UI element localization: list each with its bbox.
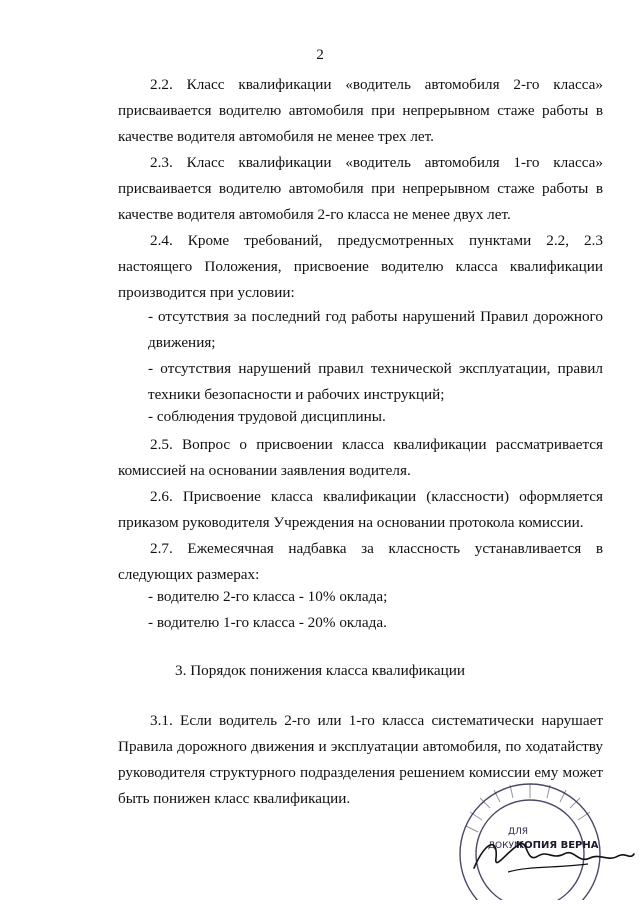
paragraph-3-1: 3.1. Если водитель 2-го или 1-го класса систематически нарушает Правила дорожного движения и эксплуатации автомобиля, по ходатайству руководителя структурного подразделения решением комиссии ему может быть понижен класс квалификации. bbox=[118, 712, 603, 807]
page-number: 2 bbox=[316, 46, 324, 63]
paragraph-2-5: 2.5. Вопрос о присвоении класса квалификации рассматривается комиссией на основании заявления водителя. bbox=[118, 436, 603, 479]
paragraph-2-7: 2.7. Ежемесячная надбавка за классность устанавливается в следующих размерах: bbox=[118, 540, 603, 583]
section-3-heading: 3. Порядок понижения класса квалификации bbox=[175, 662, 465, 679]
paragraph-2-2: 2.2. Класс квалификации «водитель автомобиля 2-го класса» присваивается водителю автомобиля при непрерывном стаже работы в качестве водителя автомобиля не менее трех лет. bbox=[118, 76, 603, 145]
allowance-item-1: - водителю 2-го класса - 10% оклада; bbox=[148, 588, 388, 605]
paragraph-2-4: 2.4. Кроме требований, предусмотренных пунктами 2.2, 2.3 настоящего Положения, присвоение водителю класса квалификации производится при условии: bbox=[118, 232, 603, 301]
stamp-line-3: КОПИЯ ВЕРНА bbox=[516, 840, 599, 851]
paragraph-2-6: 2.6. Присвоение класса квалификации (классности) оформляется приказом руководителя Учреждения на основании протокола комиссии. bbox=[118, 488, 603, 531]
paragraph-2-3: 2.3. Класс квалификации «водитель автомобиля 1-го класса» присваивается водителю автомобиля при непрерывном стаже работы в качестве водителя автомобиля 2-го класса не менее двух лет. bbox=[118, 154, 603, 223]
condition-item-1: - отсутствия за последний год работы нарушений Правил дорожного движения; bbox=[148, 308, 603, 351]
condition-item-2: - отсутствия нарушений правил технической эксплуатации, правил техники безопасности и рабочих инструкций; bbox=[148, 360, 603, 403]
allowance-item-2: - водителю 1-го класса - 20% оклада. bbox=[148, 614, 387, 631]
handwritten-signature bbox=[468, 820, 638, 880]
condition-item-3: - соблюдения трудовой дисциплины. bbox=[148, 408, 386, 425]
stamp-line-2: ДОКУМ bbox=[488, 841, 522, 851]
stamp-line-1: ДЛЯ bbox=[508, 827, 529, 837]
